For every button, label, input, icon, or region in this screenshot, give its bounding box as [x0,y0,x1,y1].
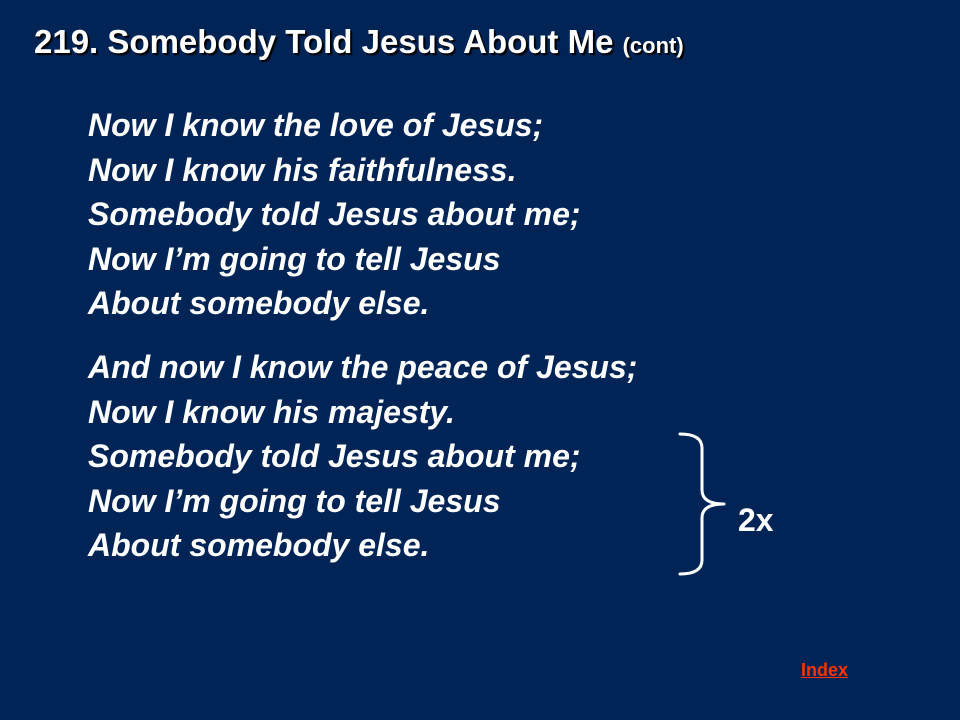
verse-line: Now I know his faithfulness. [88,151,517,188]
verse-line: Now I’m going to tell Jesus [88,482,501,519]
repeat-label: 2x [738,502,774,538]
title-text: 219. Somebody Told Jesus About Me [34,23,614,60]
verse-1 [88,103,581,326]
verse-line: About somebody else. [88,285,430,321]
slide-title [34,22,684,66]
verse-line: Now I know his majesty. [88,393,455,430]
index-link[interactable]: Index [801,660,849,680]
verse-line: Somebody told Jesus about me; [88,438,581,474]
verse-line: About somebody else. [88,527,430,563]
verse-line: And now I know the peace of Jesus; [88,349,638,385]
verse-line: Now I’m going to tell Jesus [88,240,501,277]
verse-line: Now I know the love of Jesus; [88,107,544,143]
right-brace-icon [676,430,726,578]
verse-line: Somebody told Jesus about me; [88,196,581,232]
verse-2 [88,345,637,568]
title-suffix: (cont) [622,33,684,58]
